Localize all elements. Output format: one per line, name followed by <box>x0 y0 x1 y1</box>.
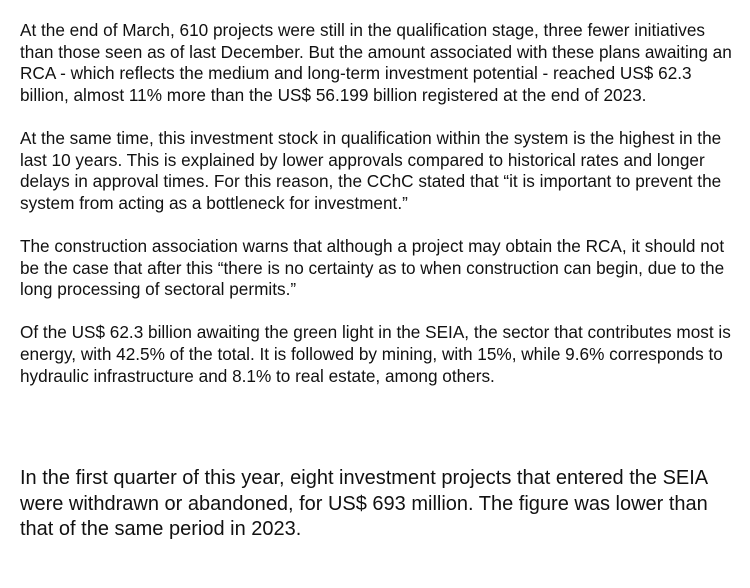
paragraph-construction-association: The construction association warns that although a project may obtain the RCA, it should not be the case that after this “there is no certainty as to when construction can begin, due to the long processing of sectoral permits.” <box>20 235 725 300</box>
paragraph-investment-stock: At the same time, this investment stock in qualification within the system is the highest in the last 10 years. This is explained by lower approvals compared to historical rates and longer delays in approval times. For this reason, the CChC stated that “it is important to prevent the system from acting as a bottleneck for investment.” <box>20 127 722 213</box>
paragraph-first-quarter: In the first quarter of this year, eight investment projects that entered the SEIA were withdrawn or abandoned, for US$ 693 million. The figure was lower than that of the same period in 2023. <box>20 467 708 540</box>
article-body <box>20 20 735 387</box>
paragraph-qualification-stage: At the end of March, 610 projects were still in the qualification stage, three fewer initiatives than those seen as of last December. But the amount associated with these plans awaiting an RCA - which reflects the medium and long-term investment potential - reached US$ 62.3 billion, almost 11% more than the US$ 56.199 billion registered at the end of 2023. <box>20 20 732 105</box>
paragraph-sector-breakdown: Of the US$ 62.3 billion awaiting the green light in the SEIA, the sector that contributes most is energy, with 42.5% of the total. It is followed by mining, with 15%, while 9.6% corresponds to hydraulic infrastructure and 8.1% to real estate, among others. <box>20 322 731 386</box>
